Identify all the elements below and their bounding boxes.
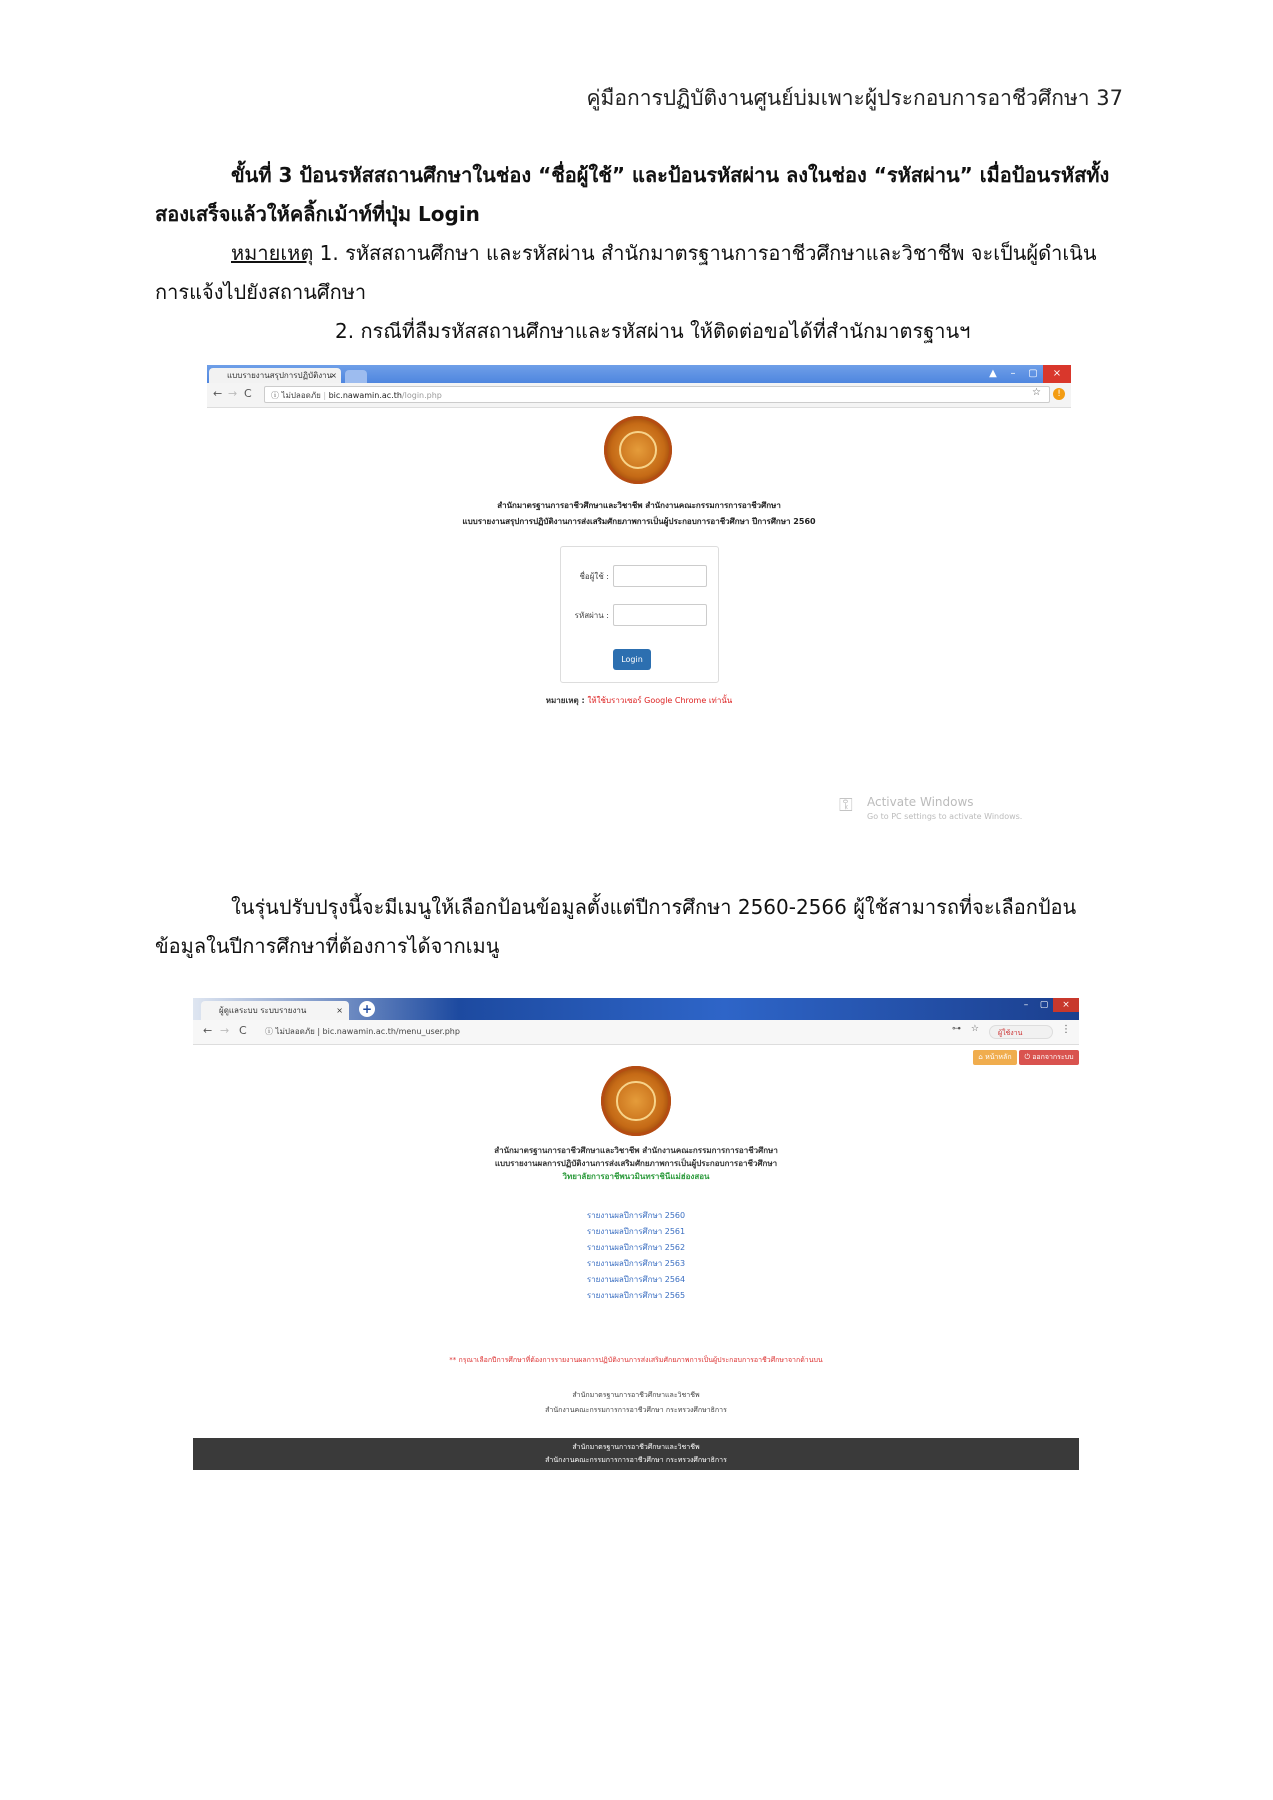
- login-page-screenshot: [207, 365, 1071, 843]
- note-item-1: [155, 234, 1120, 312]
- back-icon[interactable]: ←: [213, 387, 223, 400]
- bookmark-star-icon[interactable]: ☆: [1032, 387, 1041, 398]
- reload-icon[interactable]: C: [239, 1024, 247, 1037]
- office-info: [193, 1388, 1079, 1418]
- tab-close-icon[interactable]: ×: [336, 1006, 343, 1015]
- username-input[interactable]: [613, 565, 707, 587]
- address-bar: [193, 1020, 1079, 1045]
- tab-title: ผู้ดูแลระบบ ระบบรายงาน: [219, 1006, 307, 1015]
- year-menu-item[interactable]: รายงานผลปีการศึกษา 2560: [586, 1211, 686, 1220]
- reload-icon[interactable]: C: [244, 387, 252, 400]
- year-menu-item[interactable]: รายงานผลปีการศึกษา 2564: [586, 1275, 686, 1284]
- back-icon[interactable]: ←: [203, 1024, 213, 1037]
- tab-close-icon[interactable]: ×: [330, 371, 337, 380]
- forward-icon[interactable]: →: [220, 1024, 230, 1037]
- page-header: คู่มือการปฏิบัติงานศูนย์บ่มเพาะผู้ประกอบการอาชีวศึกษา 37: [586, 86, 1123, 110]
- institution-seal-logo: [601, 1066, 671, 1136]
- browser-menu-icon[interactable]: ⋮: [1061, 1024, 1071, 1035]
- password-key-icon[interactable]: ⊶: [952, 1024, 961, 1034]
- password-input[interactable]: [613, 604, 707, 626]
- note-item-2: 2. กรณีที่ลืมรหัสสถานศึกษาและรหัสผ่าน ให้ติดต่อขอได้ที่สำนักมาตรฐานฯ: [335, 319, 971, 343]
- browser-tab[interactable]: [209, 368, 341, 383]
- browser-tab-bar: [207, 365, 1071, 383]
- year-menu-item[interactable]: รายงานผลปีการศึกษา 2563: [586, 1259, 686, 1268]
- step3-instruction: ขั้นที่ 3 ป้อนรหัสสถานศึกษาในช่อง “ชื่อผู้ใช้” และป้อนรหัสผ่าน ลงในช่อง “รหัสผ่าน” เมื่อป้อนรหัสทั้งสองเสร็จแล้วให้คลิ้กเม้าท์ที่ปุ่ม Login: [155, 163, 1110, 226]
- close-window-icon[interactable]: ×: [1043, 365, 1071, 383]
- office-line-2: สำนักงานคณะกรรมการการอาชีวศึกษา กระทรวงศึกษาธิการ: [545, 1406, 727, 1414]
- login-form: [560, 546, 719, 683]
- page-footer: [193, 1438, 1079, 1470]
- org-title: สำนักมาตรฐานการอาชีวศึกษาและวิชาชีพ สำนักงานคณะกรรมการการอาชีวศึกษา: [494, 1146, 778, 1155]
- year-menu-item[interactable]: รายงานผลปีการศึกษา 2561: [586, 1227, 686, 1236]
- year-menu-list: [193, 1208, 1079, 1304]
- browser-remark: [207, 694, 1071, 707]
- security-indicator: ⓘ ไม่ปลอดภัย: [271, 391, 321, 400]
- extension-warning-icon[interactable]: !: [1053, 388, 1065, 400]
- footer-line-1: สำนักมาตรฐานการอาชีวศึกษาและวิชาชีพ: [572, 1443, 700, 1451]
- window-controls: [1017, 998, 1079, 1012]
- institution-seal-logo: [604, 416, 672, 484]
- tab-title: แบบรายงานสรุปการปฏิบัติงาน: [227, 371, 333, 380]
- address-bar: [207, 383, 1071, 408]
- remark-text: ให้ใช้บราวเซอร์ Google Chrome เท่านั้น: [587, 696, 733, 705]
- footer-line-2: สำนักงานคณะกรรมการการอาชีวศึกษา กระทรวงศึกษาธิการ: [545, 1456, 727, 1464]
- new-tab-button[interactable]: +: [359, 1001, 375, 1017]
- url-field[interactable]: ⓘ ไม่ปลอดภัย | bic.nawamin.ac.th/menu_user.php: [265, 1027, 460, 1036]
- user-icon[interactable]: ▲: [989, 368, 997, 379]
- close-window-icon[interactable]: ×: [1053, 998, 1079, 1012]
- browser-tab[interactable]: [201, 1001, 349, 1020]
- forward-icon[interactable]: →: [228, 387, 238, 400]
- key-icon: ⚿: [839, 795, 853, 816]
- profile-chip[interactable]: ผู้ใช้งาน: [989, 1025, 1053, 1039]
- select-year-warning: ** กรุณาเลือกปีการศึกษาที่ต้องการรายงานผลการปฏิบัติงานการส่งเสริมศักยภาพการเป็นผู้ประกอบการอาชีวศึกษาจากด้านบน: [449, 1356, 823, 1364]
- maximize-icon[interactable]: ▢: [1028, 368, 1038, 379]
- url-host: bic.nawamin.ac.th: [328, 391, 402, 400]
- minimize-icon[interactable]: –: [1010, 368, 1016, 379]
- note-item-1-text: 1. รหัสสถานศึกษา และรหัสผ่าน สำนักมาตรฐานการอาชีวศึกษาและวิชาชีพ จะเป็นผู้ดำเนินการแจ้งไปยังสถานศึกษา: [155, 241, 1097, 304]
- new-tab-button[interactable]: [345, 370, 367, 383]
- menu-intro-paragraph: ในรุ่นปรับปรุงนี้จะมีเมนูให้เลือกป้อนข้อมูลตั้งแต่ปีการศึกษา 2560-2566 ผู้ใช้สามารถที่จะเลือกป้อนข้อมูลในปีการศึกษาที่ต้องการได้จากเมนู: [155, 895, 1077, 958]
- url-field[interactable]: ⓘ ไม่ปลอดภัย | bic.nawamin.ac.th/login.php: [264, 386, 1050, 403]
- year-menu-item[interactable]: รายงานผลปีการศึกษา 2565: [586, 1291, 686, 1300]
- report-title: แบบรายงานสรุปการปฏิบัติงานการส่งเสริมศักยภาพการเป็นผู้ประกอบการอาชีวศึกษา ปีการศึกษา 2560: [462, 517, 816, 526]
- year-menu-item[interactable]: รายงานผลปีการศึกษา 2562: [586, 1243, 686, 1252]
- password-label: รหัสผ่าน :: [574, 611, 609, 620]
- activate-title: Activate Windows: [867, 795, 974, 809]
- browser-tab-bar: [193, 998, 1079, 1020]
- office-line-1: สำนักมาตรฐานการอาชีวศึกษาและวิชาชีพ: [572, 1391, 700, 1399]
- username-label: ชื่อผู้ใช้ :: [579, 572, 609, 581]
- url-path: /login.php: [401, 391, 442, 400]
- college-name: วิทยาลัยการอาชีพนวมินทราชินีแม่ฮ่องสอน: [562, 1172, 710, 1181]
- org-title: สำนักมาตรฐานการอาชีวศึกษาและวิชาชีพ สำนักงานคณะกรรมการการอาชีวศึกษา: [497, 501, 781, 510]
- activate-subtitle: Go to PC settings to activate Windows.: [867, 812, 1023, 821]
- bookmark-star-icon[interactable]: ☆: [970, 1024, 979, 1034]
- login-button[interactable]: Login: [613, 649, 651, 670]
- remark-label: หมายเหตุ :: [545, 696, 588, 705]
- minimize-icon[interactable]: –: [1023, 1000, 1029, 1010]
- home-button[interactable]: ⌂ หน้าหลัก: [973, 1050, 1017, 1065]
- report-title: แบบรายงานผลการปฏิบัติงานการส่งเสริมศักยภาพการเป็นผู้ประกอบการอาชีวศึกษา: [494, 1159, 778, 1168]
- year-menu-screenshot: [193, 998, 1079, 1470]
- logout-button[interactable]: ⏻ ออกจากระบบ: [1019, 1050, 1079, 1065]
- window-controls: [983, 365, 1071, 383]
- note-label: หมายเหตุ: [231, 241, 314, 265]
- maximize-icon[interactable]: ▢: [1039, 1000, 1049, 1010]
